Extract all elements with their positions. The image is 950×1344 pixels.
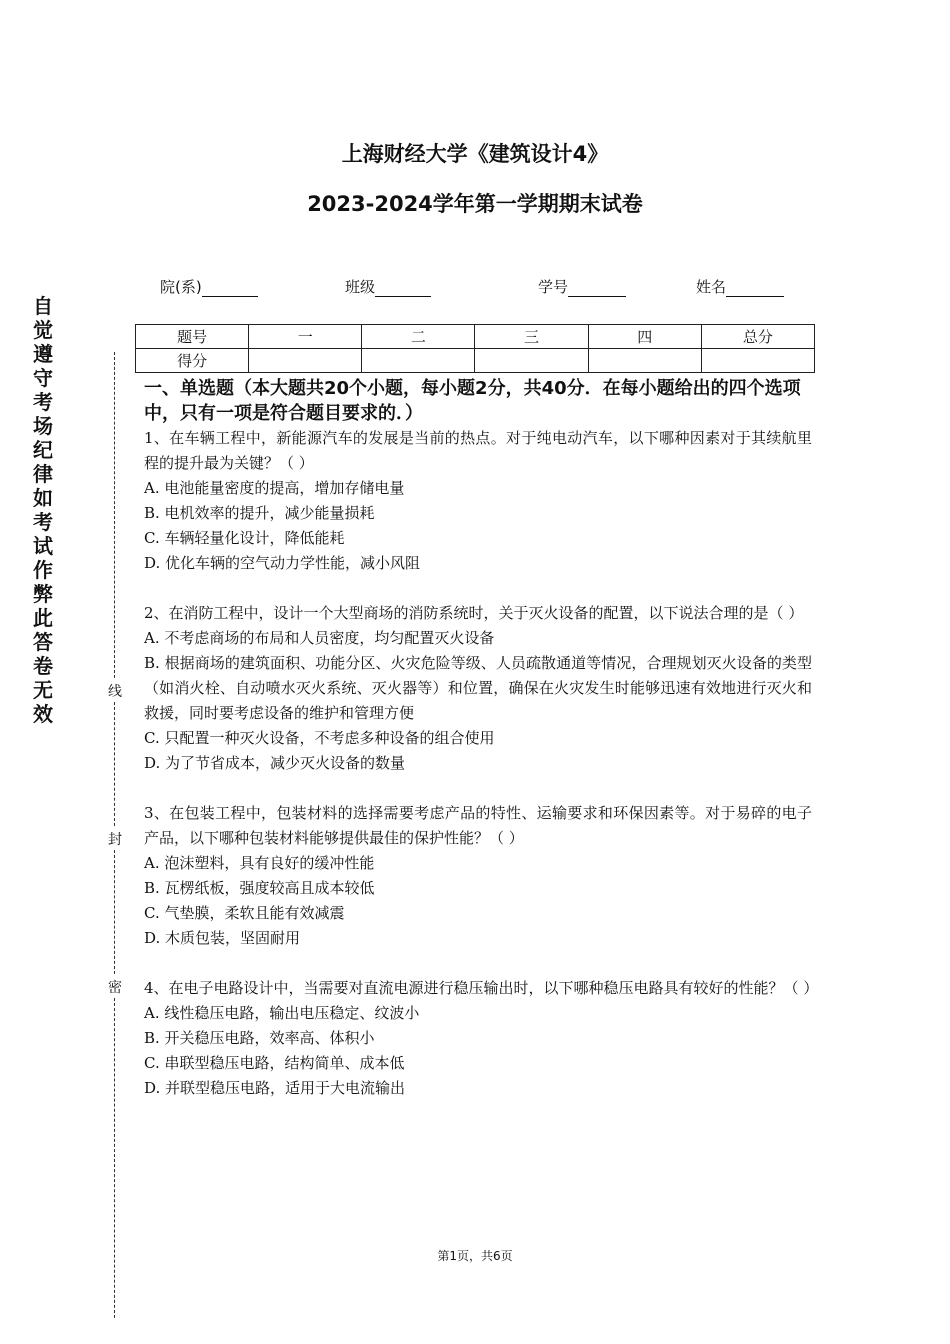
score-label-cell: 得分 bbox=[136, 349, 249, 373]
seal-dashed-line bbox=[114, 998, 115, 1318]
score-input-cell[interactable] bbox=[475, 349, 588, 373]
student-id-field[interactable]: 学号 bbox=[538, 276, 626, 297]
question-3 bbox=[144, 801, 812, 951]
score-header-cell: 三 bbox=[475, 325, 588, 349]
seal-dashed-line bbox=[114, 850, 115, 974]
score-table-header-row bbox=[136, 325, 815, 349]
question-1 bbox=[144, 426, 812, 576]
option-d[interactable]: D. 为了节省成本，减少灭火设备的数量 bbox=[144, 754, 406, 772]
option-c[interactable]: C. 串联型稳压电路，结构简单、成本低 bbox=[144, 1054, 405, 1072]
score-input-cell[interactable] bbox=[249, 349, 362, 373]
exam-content bbox=[144, 376, 819, 1101]
option-b[interactable]: B. 根据商场的建筑面积、功能分区、火灾危险等级、人员疏散通道等情况，合理规划灭火设备的类型（如消火栓、自动喷水灭火系统、灭火器等）和位置，确保在火灾发生时能够迅速有效地进行灭火和救援，同时要考虑设备的维护和管理方便 bbox=[144, 654, 812, 722]
option-c[interactable]: C. 车辆轻量化设计，降低能耗 bbox=[144, 529, 345, 547]
option-a[interactable]: A. 泡沫塑料，具有良好的缓冲性能 bbox=[144, 854, 375, 872]
score-table-score-row bbox=[136, 349, 815, 373]
name-field[interactable]: 姓名 bbox=[696, 276, 784, 297]
section-heading: 一、单选题（本大题共20个小题，每小题2分，共40分．在每小题给出的四个选项中，只有一项是符合题目要求的．） bbox=[144, 378, 801, 424]
option-c[interactable]: C. 只配置一种灭火设备，不考虑多种设备的组合使用 bbox=[144, 729, 495, 747]
option-a[interactable]: A. 不考虑商场的布局和人员密度，均匀配置灭火设备 bbox=[144, 629, 495, 647]
option-b[interactable]: B. 瓦楞纸板，强度较高且成本较低 bbox=[144, 879, 375, 897]
option-d[interactable]: D. 木质包装，坚固耐用 bbox=[144, 929, 301, 947]
exam-subtitle: 2023-2024学年第一学期期末试卷 bbox=[307, 192, 643, 216]
score-header-cell: 二 bbox=[362, 325, 475, 349]
question-stem: 4、在电子电路设计中，当需要对直流电源进行稳压输出时，以下哪种稳压电路具有较好的性能？（ ） bbox=[144, 979, 819, 997]
seal-dashed-line bbox=[114, 702, 115, 826]
option-a[interactable]: A. 线性稳压电路，输出电压稳定、纹波小 bbox=[144, 1004, 420, 1022]
question-stem: 2、在消防工程中，设计一个大型商场的消防系统时，关于灭火设备的配置，以下说法合理的是（ ） bbox=[144, 604, 804, 622]
seal-mark-seal: 封 bbox=[106, 829, 124, 849]
score-header-cell: 一 bbox=[249, 325, 362, 349]
seal-dashed-line bbox=[114, 352, 115, 678]
option-d[interactable]: D. 优化车辆的空气动力学性能，减小风阻 bbox=[144, 554, 421, 572]
page-footer: 第1页，共6页 bbox=[437, 1249, 513, 1263]
score-input-cell[interactable] bbox=[362, 349, 475, 373]
seal-mark-close: 密 bbox=[106, 977, 124, 997]
question-2 bbox=[144, 601, 812, 776]
exam-discipline-notice: 自觉遵守考场纪律如考试作弊此答卷无效 bbox=[33, 294, 53, 726]
option-c[interactable]: C. 气垫膜，柔软且能有效减震 bbox=[144, 904, 345, 922]
dept-field[interactable]: 院(系) bbox=[160, 276, 258, 297]
score-input-cell[interactable] bbox=[701, 349, 814, 373]
question-stem: 3、在包装工程中，包装材料的选择需要考虑产品的特性、运输要求和环保因素等。对于易碎的电子产品，以下哪种包装材料能够提供最佳的保护性能？（ ） bbox=[144, 804, 812, 847]
class-field[interactable]: 班级 bbox=[345, 276, 431, 297]
score-input-cell[interactable] bbox=[588, 349, 701, 373]
option-b[interactable]: B. 开关稳压电路，效率高、体积小 bbox=[144, 1029, 375, 1047]
exam-title: 上海财经大学《建筑设计4》 bbox=[341, 142, 609, 166]
score-table bbox=[135, 324, 815, 373]
option-a[interactable]: A. 电池能量密度的提高，增加存储电量 bbox=[144, 479, 405, 497]
score-header-cell: 题号 bbox=[136, 325, 249, 349]
student-info-row bbox=[160, 276, 800, 300]
option-d[interactable]: D. 并联型稳压电路，适用于大电流输出 bbox=[144, 1079, 406, 1097]
question-stem: 1、在车辆工程中，新能源汽车的发展是当前的热点。对于纯电动汽车，以下哪种因素对于其续航里程的提升最为关键？（ ） bbox=[144, 429, 812, 472]
score-header-cell: 四 bbox=[588, 325, 701, 349]
seal-mark-line: 线 bbox=[106, 681, 124, 701]
score-header-cell: 总分 bbox=[701, 325, 814, 349]
question-4 bbox=[144, 976, 819, 1101]
option-b[interactable]: B. 电机效率的提升，减少能量损耗 bbox=[144, 504, 375, 522]
